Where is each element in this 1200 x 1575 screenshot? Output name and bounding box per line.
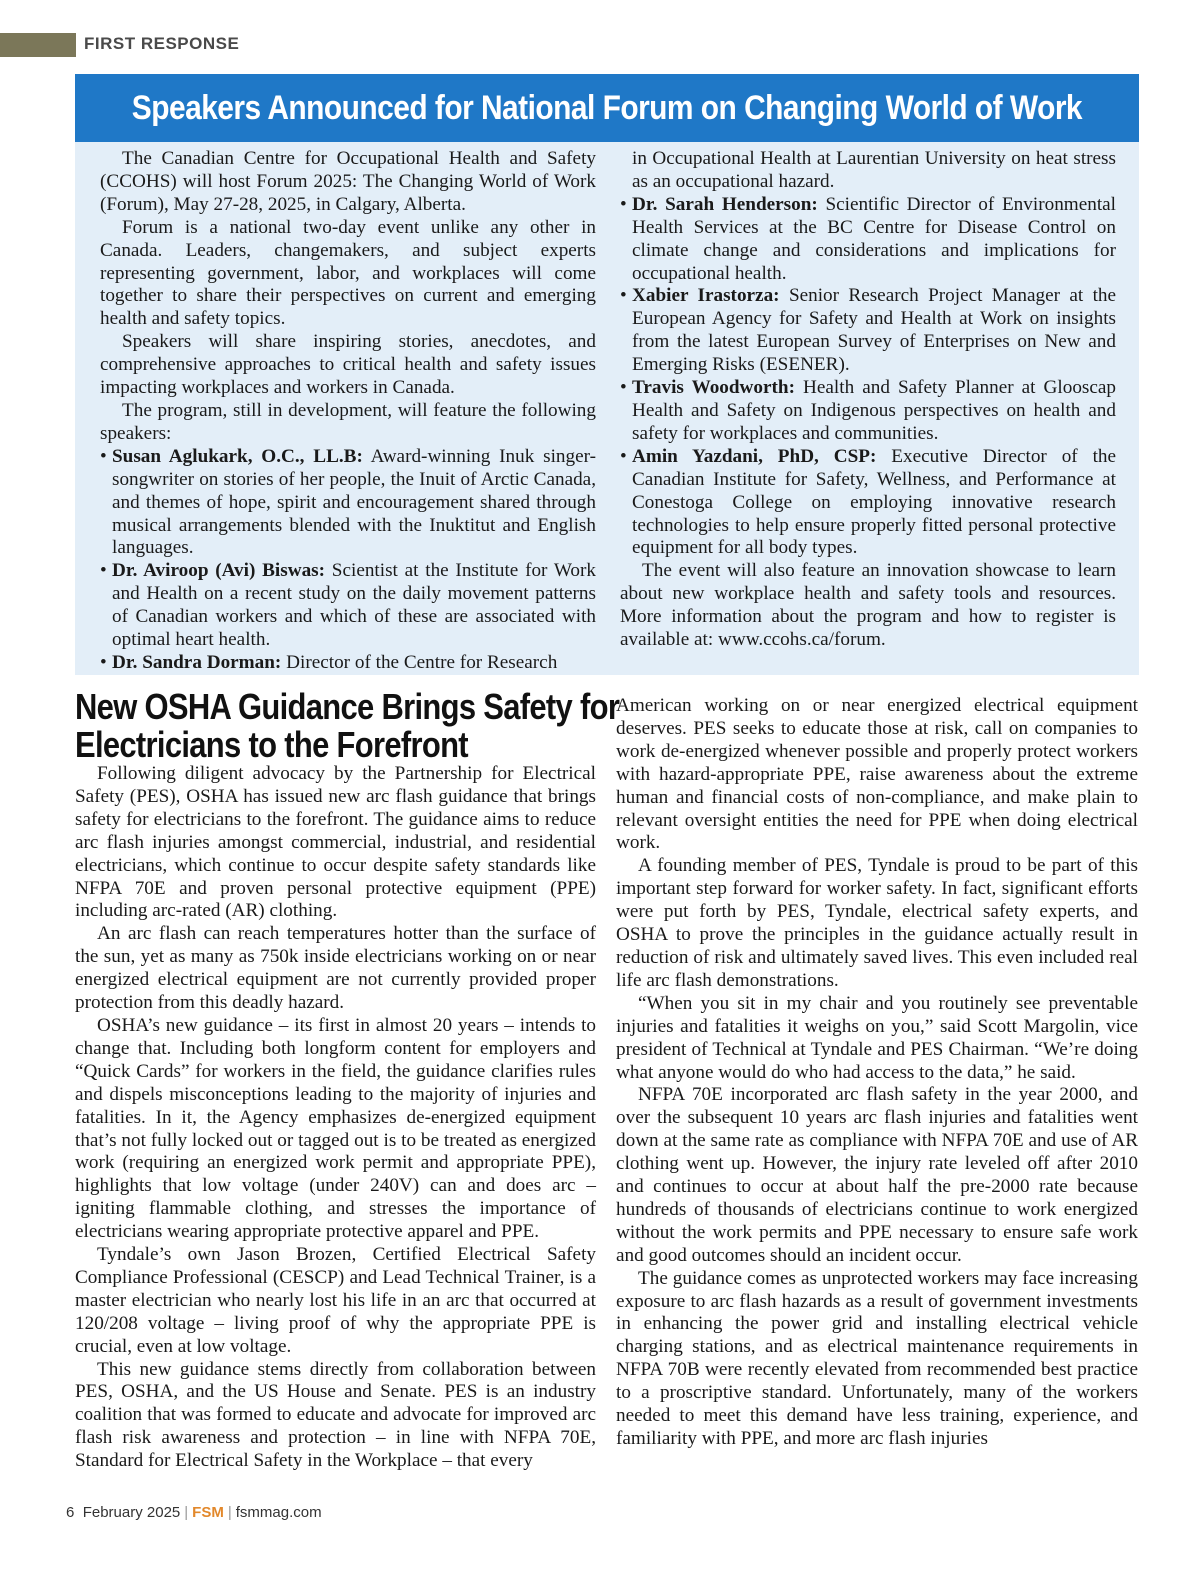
paragraph: “When you sit in my chair and you routinely see preventable injuries and fatalities it weighs on you,” said Scott Margolin, vice president of Technical at Tyndale and PES Chairman. “We’re doing what anyone would do who had access to the data,” he said. bbox=[616, 992, 1138, 1083]
speaker-description: Health and Safety Planner at Glooscap Health and Safety on Indigenous perspectives on health and safety for workplaces and communities. bbox=[632, 377, 1117, 444]
paragraph: The guidance comes as unprotected workers may face increasing exposure to arc flash hazards as a result of government investments in enhancing the power grid and installing electrical vehicle charging stations, and as electrical maintenance requirements in NFPA 70B were recently elevated from recommended best practice to a proscriptive standard. Unfortunately, many of the workers needed to meet this demand have less training, experience, and familiarity with PPE, and more arc flash injuries bbox=[616, 1267, 1138, 1449]
paragraph: A founding member of PES, Tyndale is proud to be part of this important step forward for worker safety. In fact, significant efforts were put forth by PES, Tyndale, electrical safety experts, and OSHA to prove the principles in the guidance actually result in reduction of risk and ultimately saved lives. This even included real life arc flash demonstrations. bbox=[616, 855, 1138, 991]
bullet-marker: • bbox=[620, 285, 627, 307]
speaker-description: Senior Research Project Manager at the European Agency for Safety and Health at Work on insights from the latest European Survey of Enterprises on New and Emerging Risks (ESENER). bbox=[632, 285, 1117, 376]
page-number: 6 bbox=[66, 1504, 75, 1521]
paragraph: Forum is a national two-day event unlike any other in Canada. Leaders, changemakers, and subject experts representing government, labor, and workplaces will come together to share their perspectives on current and emerging health and safety topics. bbox=[100, 216, 596, 330]
issue-year: 2025 bbox=[146, 1504, 181, 1521]
speaker-description: in Occupational Health at Laurentian University on heat stress as an occupational hazard. bbox=[632, 148, 1116, 192]
section-color-bar bbox=[0, 33, 76, 57]
sidebar-title: Speakers Announced for National Forum on Changing World of Work bbox=[131, 88, 1083, 127]
page-footer: 6 February 2025 | FSM | fsmmag.com bbox=[66, 1504, 322, 1521]
paragraph: NFPA 70E incorporated arc flash safety in the year 2000, and over the subsequent 10 years arc flash injuries and fatalities went down at the same rate as compliance with NFPA 70E and use of AR clothing went up. However, the injury rate leveled off after 2010 and continues to occur at about half the pre-2000 rate because hundreds of thousands of electricians continue to work energized without the work permits and PPE necessary to ensure safe work and good outcomes should an incident occur. bbox=[616, 1084, 1138, 1266]
speaker-item bbox=[620, 194, 1116, 286]
speaker-description: Scientist at the Institute for Work and Health on a recent study on the daily movement patterns of Canadian workers and which of these are associated with optimal heart health. bbox=[112, 560, 597, 651]
paragraph: Speakers will share inspiring stories, anecdotes, and comprehensive approaches to critical health and safety issues impacting workplaces and workers in Canada. bbox=[100, 331, 596, 399]
paragraph: The program, still in development, will feature the following speakers: bbox=[100, 399, 596, 444]
article-column-2 bbox=[616, 695, 1138, 1451]
speaker-description: Award-winning Inuk singer-songwriter on stories of her people, the Inuit of Arctic Canada, and themes of hope, spirit and encouragement shared through musical arrangements blended with the Inuktitut and English languages. bbox=[112, 445, 596, 559]
bullet-marker: • bbox=[620, 193, 627, 215]
speaker-description: Executive Director of the Canadian Institute for Safety, Wellness, and Performance at Conestoga College on employing innovative research technologies to help ensure properly fitted personal protective equipment for all body types. bbox=[632, 445, 1117, 559]
magazine-brand: FSM bbox=[192, 1504, 224, 1521]
paragraph: Following diligent advocacy by the Partnership for Electrical Safety (PES), OSHA has issued new arc flash guidance that brings safety for electricians to the forefront. The guidance aims to reduce arc flash injuries amongst commercial, industrial, and residential electricians, which continue to occur despite safety standards like NFPA 70E and proven personal protective equipment (PPE) including arc-rated (AR) clothing. bbox=[75, 763, 596, 922]
bullet-marker: • bbox=[620, 377, 627, 399]
paragraph: This new guidance stems directly from collaboration between PES, OSHA, and the US House and Senate. PES is an industry coalition that was formed to educate and advocate for improved arc flash risk awareness and protection – in line with NFPA 70E, Standard for Electrical Safety in the Workplace – that every bbox=[75, 1358, 596, 1472]
sidebar-column-2 bbox=[620, 148, 1116, 652]
sidebar-column-1 bbox=[100, 148, 596, 675]
article-title-line: New OSHA Guidance Brings Safety for bbox=[75, 686, 620, 727]
sidebar-title-banner bbox=[75, 74, 1139, 142]
paragraph: The event will also feature an innovation showcase to learn about new workplace health and safety tools and resources. More information about the program and how to register is available at: www.ccohs.ca/forum. bbox=[620, 560, 1116, 651]
article-column-1 bbox=[75, 763, 596, 1473]
paragraph: OSHA’s new guidance – its first in almost 20 years – intends to change that. Including both longform content for employers and “Quick Cards” for workers in the field, the guidance clarifies rules and dispels misconceptions leading to the majority of injuries and fatalities. In it, the Agency emphasizes de-energized equipment that’s not fully locked out or tagged out is to be treated as energized work (requiring an energized work permit and appropriate PPE), highlights that low voltage (under 240V) can and does arc – igniting flammable clothing, and stresses the importance of electricians wearing appropriate protective apparel and PPE. bbox=[75, 1014, 596, 1243]
section-label: FIRST RESPONSE bbox=[84, 34, 240, 53]
speaker-description: Scientific Director of Environmental Health Services at the BC Centre for Disease Control on climate change and considerations and implications for occupational health. bbox=[632, 193, 1116, 284]
speaker-name: Amin Yazdani, PhD, CSP: bbox=[632, 445, 877, 467]
speaker-item bbox=[620, 446, 1116, 561]
article-title bbox=[75, 686, 620, 765]
speaker-item bbox=[620, 377, 1116, 446]
issue-month: February bbox=[82, 1504, 143, 1521]
article-title-line: Electricians to the Forefront bbox=[75, 724, 468, 765]
bullet-marker: • bbox=[620, 445, 627, 467]
paragraph: American working on or near energized electrical equipment deserves. PES seeks to educate those at risk, call on companies to work de-energized whenever possible and properly protect workers with hazard-appropriate PPE, raise awareness about the extreme human and financial costs of non-compliance, and make plain to relevant oversight entities the need for PPE when doing electrical work. bbox=[616, 695, 1138, 854]
paragraph: An arc flash can reach temperatures hotter than the surface of the sun, yet as many as 750k inside electricians working on or near energized electrical equipment are not currently provided proper protection from this deadly hazard. bbox=[75, 923, 596, 1014]
bullet-marker: • bbox=[100, 445, 107, 467]
speaker-item bbox=[100, 446, 596, 561]
magazine-website: fsmmag.com bbox=[235, 1504, 322, 1521]
speaker-item bbox=[100, 560, 596, 652]
speaker-name: Dr. Sarah Henderson: bbox=[632, 193, 818, 215]
bullet-marker: • bbox=[100, 651, 107, 673]
speaker-item-continued bbox=[620, 148, 1116, 194]
speaker-name: Travis Woodworth: bbox=[632, 377, 795, 399]
speaker-name: Xabier Irastorza: bbox=[632, 285, 780, 307]
bullet-marker: • bbox=[100, 560, 107, 582]
speaker-item bbox=[620, 285, 1116, 377]
speaker-name: Susan Aglukark, O.C., LL.B: bbox=[112, 445, 363, 467]
speaker-name: Dr. Aviroop (Avi) Biswas: bbox=[112, 560, 326, 582]
speaker-name: Dr. Sandra Dorman: bbox=[112, 651, 282, 673]
paragraph: The Canadian Centre for Occupational Health and Safety (CCOHS) will host Forum 2025: The Changing World of Work (Forum), May 27-28, 2025, in Calgary, Alberta. bbox=[100, 148, 596, 215]
speaker-item bbox=[100, 652, 596, 675]
paragraph: Tyndale’s own Jason Brozen, Certified Electrical Safety Compliance Professional (CESCP) and Lead Technical Trainer, is a master electrician who nearly lost his life in an arc that occurred at 120/208 voltage – living proof of why the appropriate PPE is crucial, even at low voltage. bbox=[75, 1244, 596, 1357]
speaker-description: Director of the Centre for Research bbox=[286, 651, 558, 673]
